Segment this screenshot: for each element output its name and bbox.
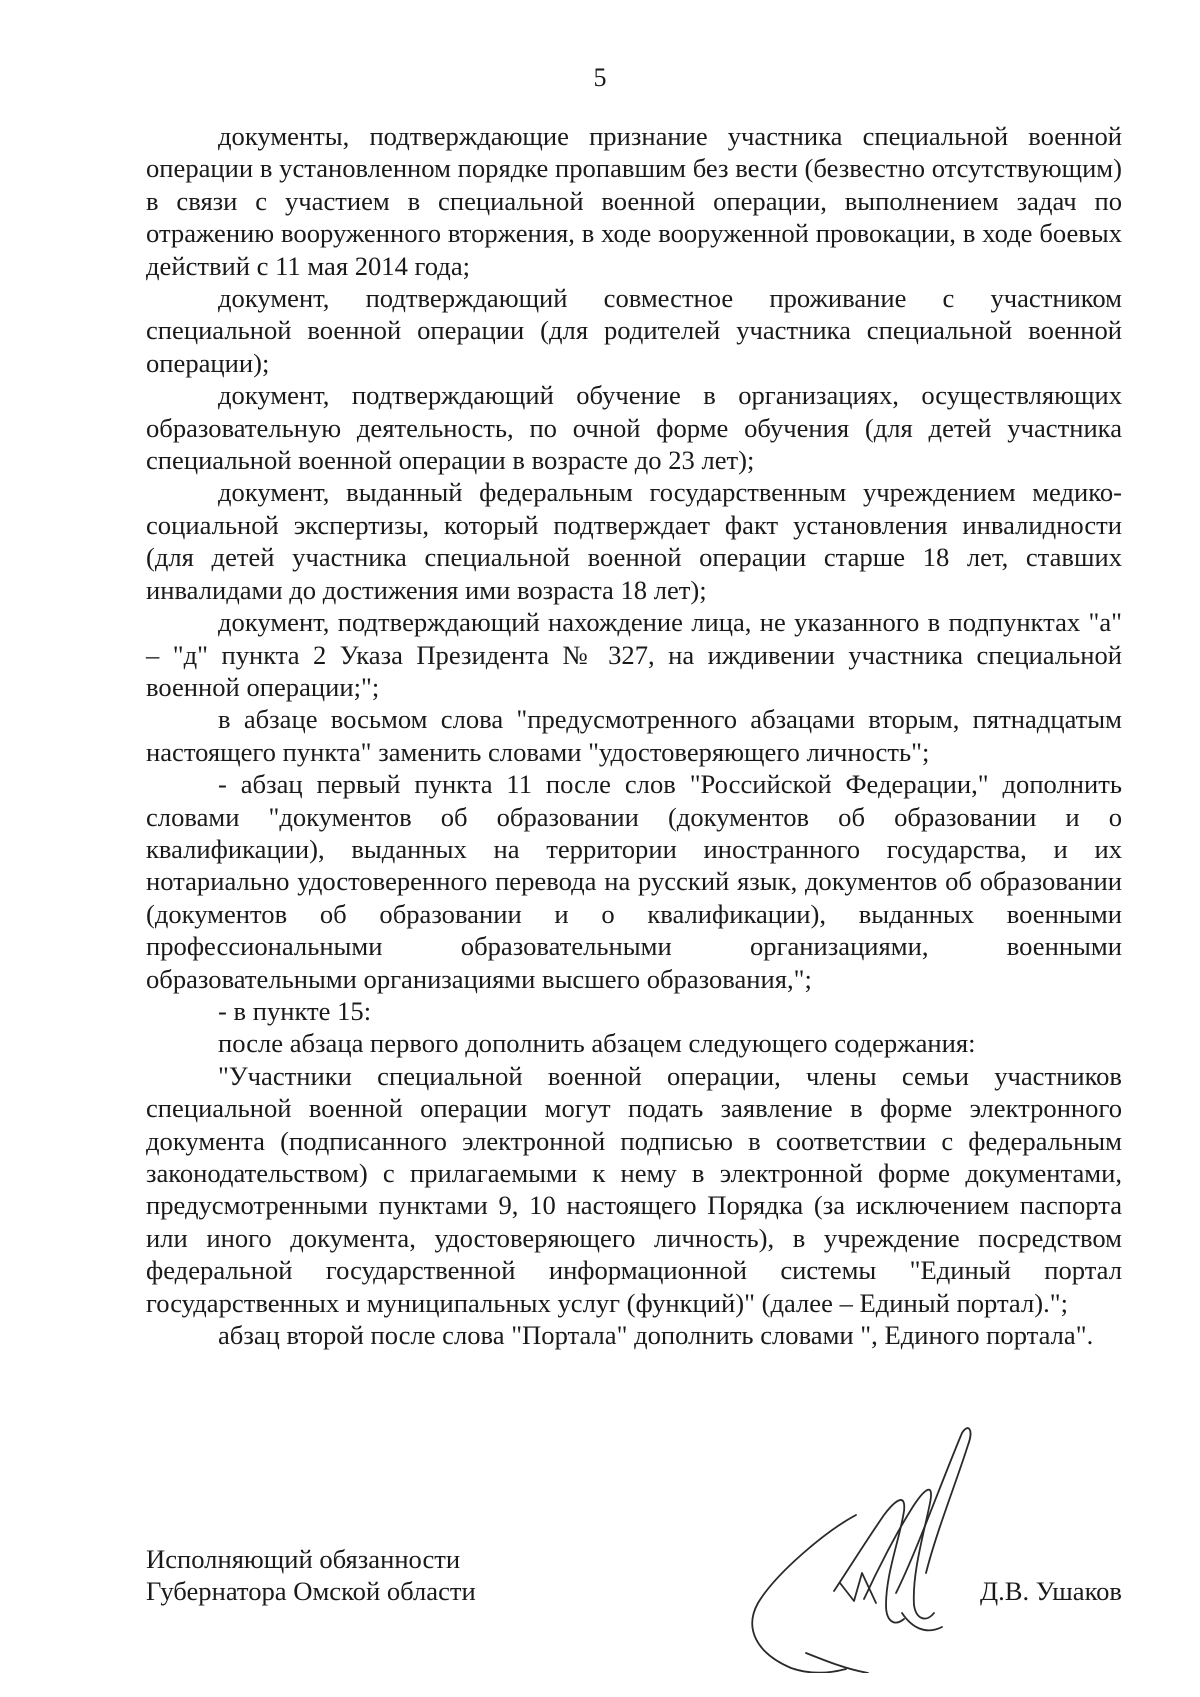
signer-name: Д.В. Ушаков [979,1576,1122,1607]
paragraph: абзац второй после слова "Портала" дополнить словами ", Единого портала". [218,1320,1094,1351]
signature-block [146,1543,1122,1663]
signer-title [146,1543,476,1608]
signer-title-line: Исполняющий обязанности [146,1544,461,1574]
paragraph: документ, подтверждающий нахождение лица, не указанного в подпунктах "а" – "д" пункта 2 Указа Президента № 327, на иждивении участника специальной военной операции;"; [146,607,1122,702]
paragraph: документы, подтверждающие признание участника специальной военной операции в установленном порядке пропавшим без вести (безвестно отсутствующим) в связи с участием в специальной военной операции, выполнением задач по отражению вооруженного вторжения, в ходе вооруженной провокации, в ходе боевых действий с 11 мая 2014 года; [146,121,1122,281]
paragraph: документ, выданный федеральным государственным учреждением медико-социальной экспертизы, который подтверждает факт установления инвалидности (для детей участника специальной военной операции старше 18 лет, ставших инвалидами до достижения ими возраста 18 лет); [146,477,1122,605]
paragraph: после абзаца первого дополнить абзацем следующего содержания: [218,1028,976,1059]
paragraph: документ, подтверждающий обучение в организациях, осуществляющих образовательную деятельность, по очной форме обучения (для детей участника специальной военной операции в возрасте до 23 лет); [146,380,1122,476]
paragraph: документ, подтверждающий совместное проживание с участником специальной военной операции (для родителей участника специальной военной операции); [146,283,1122,378]
paragraph: - абзац первый пункта 11 после слов "Российской Федерации," дополнить словами "документов об образовании (документов об образовании и о квалификации), выданных на территории иностранного государства, и их нотариально удостоверенного перевода на русский язык, документов об образовании (документов об образовании и о квалификации), выданных военными профессиональными образовательными организациями, военными образовательными организациями высшего образования,"; [146,769,1122,994]
paragraph: - в пункте 15: [218,995,372,1026]
paragraph: "Участники специальной военной операции, члены семьи участников специальной военной операции могут подать заявление в форме электронного документа (подписанного электронной подписью в соответствии с федеральным законодательством) с прилагаемыми к нему в электронной форме документами, предусмотренными пунктами 9, 10 настоящего Порядка (за исключением паспорта или иного документа, удостоверяющего личность), в учреждение посредством федеральной государственной информационной системы "Единый портал государственных и муниципальных услуг (функций)" (далее – Единый портал)."; [146,1060,1122,1318]
document-body [146,120,1122,1351]
page-number: 5 [593,63,607,92]
signer-title-line: Губернатора Омской области [146,1576,476,1607]
paragraph: в абзаце восьмом слова "предусмотренного абзацами вторым, пятнадцатым настоящего пункта" заменить словами "удостоверяющего личность"; [146,704,1122,767]
handwritten-signature [736,1423,996,1673]
